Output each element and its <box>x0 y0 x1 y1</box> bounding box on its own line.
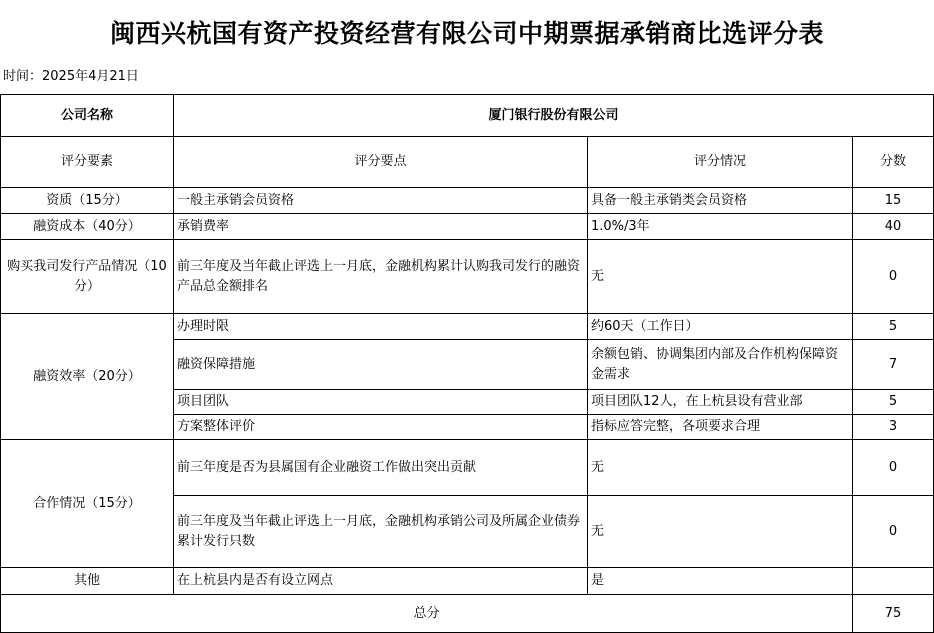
score-table <box>0 94 934 633</box>
table-row <box>1 214 934 240</box>
factor-cell: 融资成本（40分） <box>1 214 174 240</box>
point-cell: 前三年度及当年截止评选上一月底，金融机构累计认购我司发行的融资产品总金额排名 <box>174 240 588 314</box>
company-name-cell: 厦门银行股份有限公司 <box>174 95 934 137</box>
header-factor: 评分要素 <box>1 137 174 188</box>
status-cell: 是 <box>588 568 853 595</box>
score-cell: 0 <box>853 240 934 314</box>
score-cell: 0 <box>853 496 934 568</box>
score-cell <box>853 568 934 595</box>
header-status: 评分情况 <box>588 137 853 188</box>
status-cell: 无 <box>588 440 853 496</box>
date-line: 时间：2025年4月21日 <box>3 69 139 84</box>
score-cell: 5 <box>853 314 934 340</box>
factor-cell: 合作情况（15分） <box>1 440 174 568</box>
total-label: 总分 <box>1 595 853 633</box>
point-cell: 项目团队 <box>174 390 588 415</box>
company-label-cell: 公司名称 <box>1 95 174 137</box>
point-cell: 融资保障措施 <box>174 340 588 390</box>
page-title: 闽西兴杭国有资产投资经营有限公司中期票据承销商比选评分表 <box>109 19 824 48</box>
status-cell: 1.0%/3年 <box>588 214 853 240</box>
status-cell: 余额包销、协调集团内部及合作机构保障资金需求 <box>588 340 853 390</box>
status-cell: 指标应答完整，各项要求合理 <box>588 415 853 440</box>
table-row <box>1 314 934 340</box>
point-cell: 方案整体评价 <box>174 415 588 440</box>
point-cell: 前三年度是否为县属国有企业融资工作做出突出贡献 <box>174 440 588 496</box>
header-score: 分数 <box>853 137 934 188</box>
status-cell: 具备一般主承销类会员资格 <box>588 188 853 214</box>
point-cell: 在上杭县内是否有设立网点 <box>174 568 588 595</box>
score-cell: 40 <box>853 214 934 240</box>
factor-cell: 其他 <box>1 568 174 595</box>
status-cell: 无 <box>588 496 853 568</box>
table-row <box>1 188 934 214</box>
status-cell: 项目团队12人，在上杭县设有营业部 <box>588 390 853 415</box>
total-score: 75 <box>853 595 934 633</box>
factor-cell: 资质（15分） <box>1 188 174 214</box>
score-cell: 7 <box>853 340 934 390</box>
score-cell: 3 <box>853 415 934 440</box>
factor-cell: 购买我司发行产品情况（10分） <box>1 240 174 314</box>
point-cell: 承销费率 <box>174 214 588 240</box>
factor-cell: 融资效率（20分） <box>1 314 174 440</box>
status-cell: 无 <box>588 240 853 314</box>
score-cell: 0 <box>853 440 934 496</box>
header-point: 评分要点 <box>174 137 588 188</box>
total-row <box>1 595 934 633</box>
table-row <box>1 568 934 595</box>
header-row <box>1 137 934 188</box>
score-cell: 15 <box>853 188 934 214</box>
point-cell: 办理时限 <box>174 314 588 340</box>
point-cell: 一般主承销会员资格 <box>174 188 588 214</box>
score-cell: 5 <box>853 390 934 415</box>
point-cell: 前三年度及当年截止评选上一月底，金融机构承销公司及所属企业债券累计发行只数 <box>174 496 588 568</box>
company-row <box>1 95 934 137</box>
table-row <box>1 240 934 314</box>
table-row <box>1 440 934 496</box>
status-cell: 约60天（工作日） <box>588 314 853 340</box>
